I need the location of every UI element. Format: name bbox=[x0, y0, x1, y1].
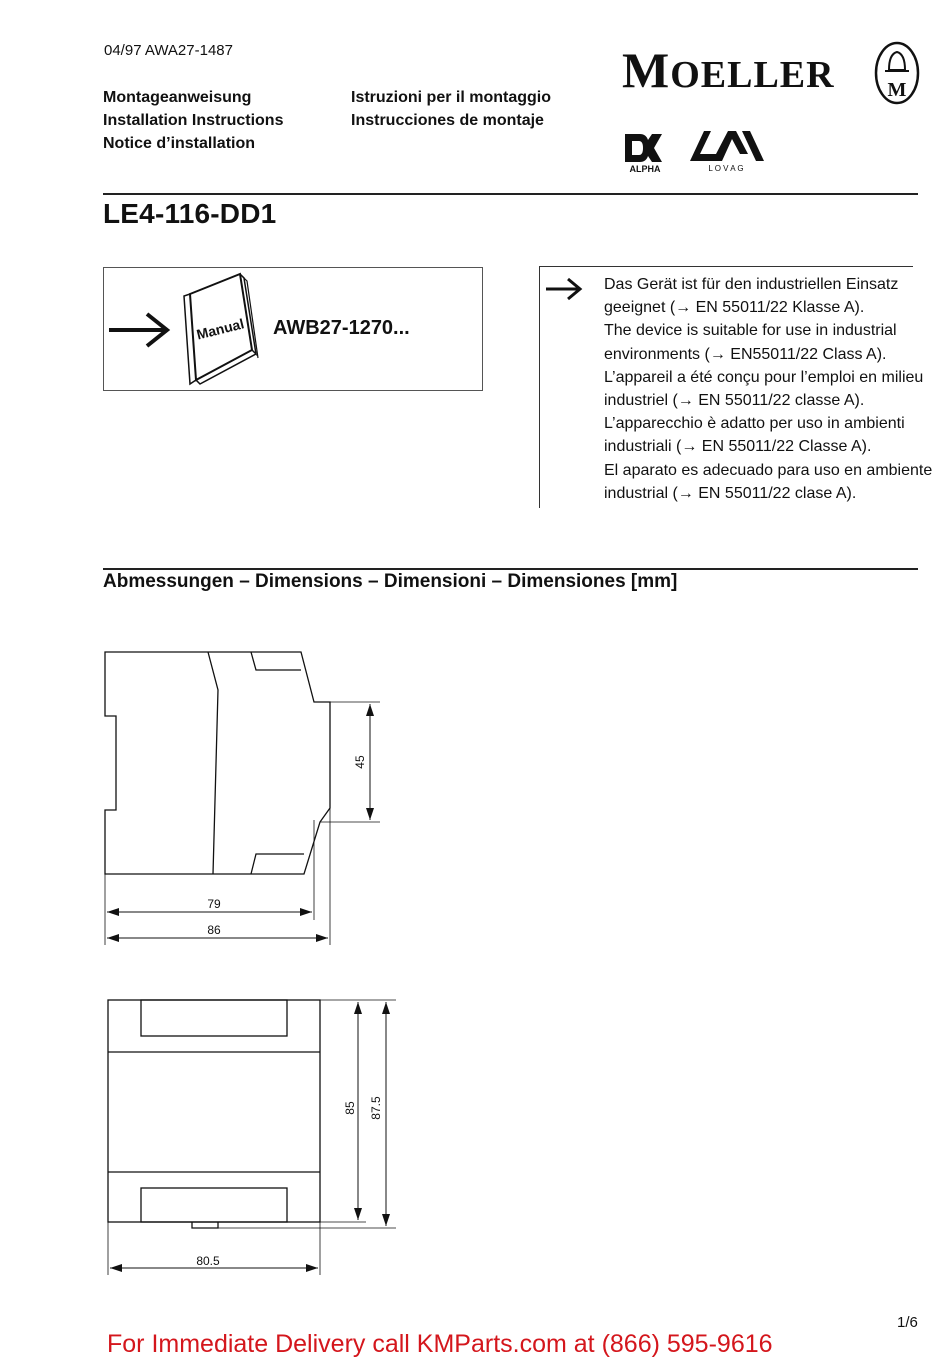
lovag-logo-label: L O V A G bbox=[708, 164, 744, 173]
titles-left bbox=[103, 86, 283, 155]
notice-line: industriel (→ EN 55011/22 classe A). bbox=[604, 392, 865, 410]
notice-line: environments (→ EN55011/22 Class A). bbox=[604, 345, 887, 363]
dim-label-87-5: 87.5 bbox=[369, 1096, 383, 1120]
notice-left-rule bbox=[539, 266, 540, 508]
dim-label-86: 86 bbox=[207, 923, 221, 937]
title-fr: Notice d’installation bbox=[103, 135, 256, 152]
title-es: Instrucciones de montaje bbox=[351, 112, 544, 129]
footer-advert: For Immediate Delivery call KMParts.com at (866) 595-9616 bbox=[107, 1330, 773, 1358]
emblem-letter: M bbox=[887, 79, 907, 101]
notice-line: L’appareil a été conçu pour l’emploi en milieu bbox=[604, 368, 924, 386]
notice-line: El aparato es adecuado para uso en ambiente bbox=[604, 461, 933, 479]
dim-label-79: 79 bbox=[207, 897, 221, 911]
alpha-logo-icon bbox=[622, 128, 668, 174]
titles-right bbox=[351, 86, 551, 132]
notice-line: Das Gerät ist für den industriellen Einsatz bbox=[604, 276, 899, 293]
notice-line: L’apparecchio è adatto per uso in ambienti bbox=[604, 415, 905, 433]
lovag-logo-icon bbox=[686, 128, 766, 174]
notice-line: geeignet (→ EN 55011/22 Klasse A). bbox=[604, 299, 865, 317]
notice-line: The device is suitable for use in industrial bbox=[604, 322, 897, 340]
emc-notice bbox=[604, 273, 933, 505]
moeller-emblem-icon bbox=[873, 40, 921, 106]
notice-line: industrial (→ EN 55011/22 clase A). bbox=[604, 484, 857, 502]
dimensions-rule bbox=[103, 568, 918, 570]
side-view-drawing bbox=[96, 640, 396, 950]
title-de: Montageanweisung bbox=[103, 89, 252, 106]
header-rule bbox=[103, 193, 918, 195]
title-it: Istruzioni per il montaggio bbox=[351, 89, 551, 106]
arrow-right-icon bbox=[107, 310, 173, 350]
notice-top-rule bbox=[539, 266, 913, 267]
notice-arrow-icon bbox=[544, 276, 584, 302]
dim-label-85: 85 bbox=[343, 1101, 357, 1115]
dimensions-title: Abmessungen – Dimensions – Dimensioni – Dimensiones [mm] bbox=[103, 571, 678, 592]
product-code: LE4-116-DD1 bbox=[103, 198, 277, 229]
moeller-logo: MOELLER bbox=[622, 42, 835, 98]
manual-book-label: Manual bbox=[194, 315, 246, 343]
notice-line: industriali (→ EN 55011/22 Classe A). bbox=[604, 438, 872, 456]
title-en: Installation Instructions bbox=[103, 112, 284, 129]
page-number: 1/6 bbox=[897, 1314, 918, 1331]
dim-label-80-5: 80.5 bbox=[196, 1254, 220, 1268]
alpha-logo-label: ALPHA bbox=[629, 164, 661, 174]
manual-book-icon bbox=[180, 272, 260, 388]
dim-label-45: 45 bbox=[353, 755, 367, 769]
manual-reference-code: AWB27-1270... bbox=[273, 317, 410, 339]
document-reference: 04/97 AWA27-1487 bbox=[104, 42, 233, 59]
front-view-drawing bbox=[96, 990, 406, 1280]
